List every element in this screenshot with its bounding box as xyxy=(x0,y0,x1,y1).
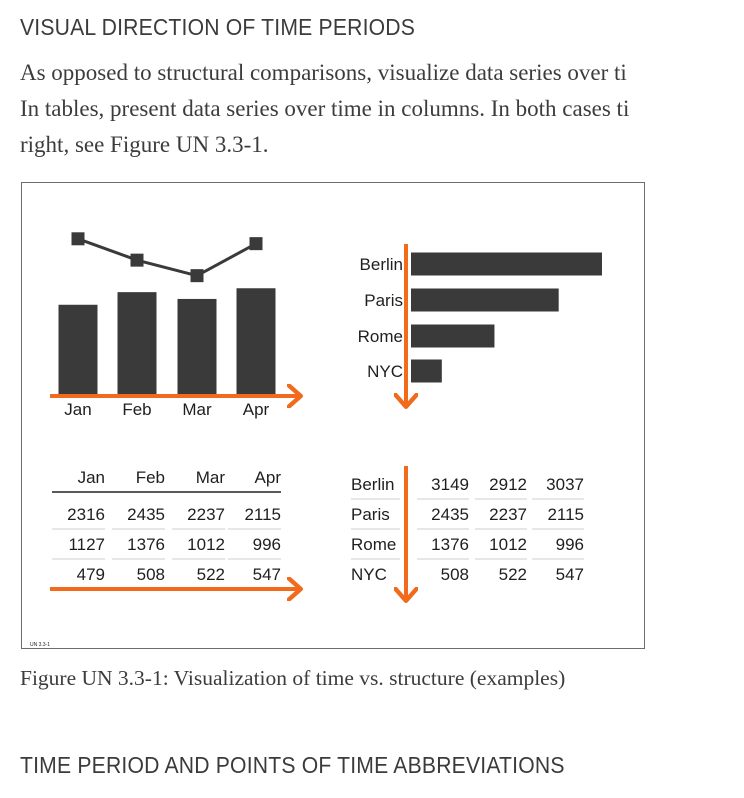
table-cell: 996 xyxy=(252,535,281,554)
table-cell: 522 xyxy=(498,565,527,584)
paragraph-line-2: In tables, present data series over time in columns. In both cases ti xyxy=(20,96,630,121)
bar-jan xyxy=(59,305,98,394)
table-cell: 1376 xyxy=(127,535,165,554)
section-heading-abbreviations: TIME PERIOD AND POINTS OF TIME ABBREVIATIONS xyxy=(20,752,565,778)
column-header: Apr xyxy=(254,468,281,487)
table-cell: 2435 xyxy=(431,505,469,524)
column-header: Jan xyxy=(77,468,105,487)
table-cell: 3037 xyxy=(546,475,584,494)
table-cell: 2237 xyxy=(187,505,225,524)
table-cell: 522 xyxy=(196,565,225,584)
category-label: Rome xyxy=(357,327,403,346)
line-point-feb xyxy=(131,254,144,267)
table-cell: 547 xyxy=(555,565,584,584)
table-cell: 1376 xyxy=(431,535,469,554)
table-cell: 3149 xyxy=(431,475,469,494)
row-header: Berlin xyxy=(351,475,395,494)
category-label: NYC xyxy=(367,362,403,381)
bar-apr xyxy=(237,288,276,394)
table-cell: 479 xyxy=(76,565,105,584)
line-point-jan xyxy=(72,232,85,245)
line-point-mar xyxy=(191,269,204,282)
column-header: Feb xyxy=(135,468,165,487)
table-cell: 1012 xyxy=(187,535,225,554)
bar-berlin xyxy=(411,253,602,276)
x-tick-label: Jan xyxy=(64,400,92,419)
line-point-apr xyxy=(250,237,263,250)
table-cell: 1127 xyxy=(68,535,105,554)
section-heading-visual-direction: VISUAL DIRECTION OF TIME PERIODS xyxy=(20,14,416,40)
bar-mar xyxy=(178,299,217,394)
category-label: Berlin xyxy=(359,255,403,274)
table-cell: 2912 xyxy=(489,475,527,494)
table-cell: 508 xyxy=(136,565,165,584)
table-cell: 1012 xyxy=(489,535,527,554)
bar-paris xyxy=(411,289,559,312)
figure-label: UN 3.3-1 xyxy=(30,642,51,648)
table-cell: 996 xyxy=(555,535,584,554)
table-cell: 2115 xyxy=(244,505,281,524)
table-cell: 2115 xyxy=(547,505,584,524)
table-cell: 2435 xyxy=(127,505,165,524)
table-cell: 547 xyxy=(252,565,281,584)
table-cell: 2237 xyxy=(489,505,527,524)
bar-nyc xyxy=(411,360,442,383)
paragraph-line-1: As opposed to structural comparisons, visualize data series over ti xyxy=(20,60,627,85)
x-tick-label: Feb xyxy=(122,400,152,419)
table-cell: 2316 xyxy=(67,505,105,524)
bar-rome xyxy=(411,325,494,348)
paragraph-line-3: right, see Figure UN 3.3-1. xyxy=(20,132,269,157)
row-header: Paris xyxy=(351,505,390,524)
x-tick-label: Mar xyxy=(182,400,212,419)
column-header: Mar xyxy=(195,468,225,487)
row-header: NYC xyxy=(351,565,387,584)
x-tick-label: Apr xyxy=(242,400,270,419)
category-label: Paris xyxy=(364,291,403,310)
row-header: Rome xyxy=(351,535,397,554)
figure-caption: Figure UN 3.3-1: Visualization of time vs. structure (examples) xyxy=(20,666,566,690)
bar-feb xyxy=(118,292,157,394)
table-cell: 508 xyxy=(440,565,469,584)
